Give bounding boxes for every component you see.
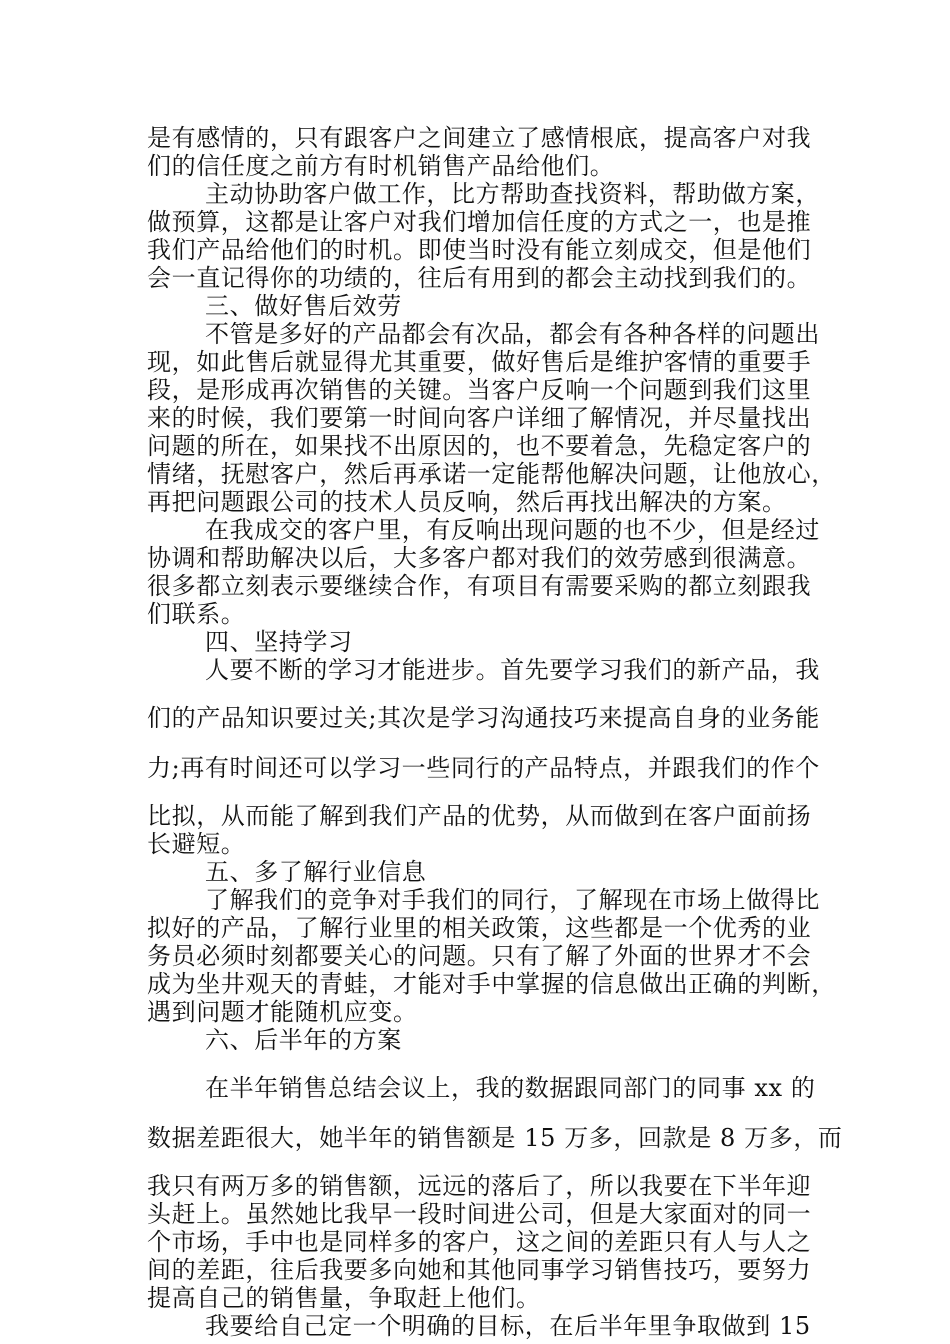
paragraph-line: 们的产品知识要过关;其次是学习沟通技巧来提高自身的业务能	[147, 704, 820, 732]
paragraph-line: 做预算，这都是让客户对我们增加信任度的方式之一，也是推	[147, 208, 812, 236]
paragraph-line: 来的时候，我们要第一时间向客户详细了解情况，并尽量找出	[147, 404, 812, 432]
paragraph-line: 提高自己的销售量，争取赶上他们。	[147, 1284, 541, 1312]
paragraph-line: 遇到问题才能随机应变。	[147, 998, 418, 1026]
paragraph-line: 很多都立刻表示要继续合作，有项目有需要采购的都立刻跟我	[147, 572, 812, 600]
paragraph-line: 头赶上。虽然她比我早一段时间进公司，但是大家面对的同一	[147, 1200, 812, 1228]
paragraph-line: 协调和帮助解决以后，大多客户都对我们的效劳感到很满意。	[147, 544, 812, 572]
paragraph-line: 数据差距很大，她半年的销售额是 15 万多，回款是 8 万多，而	[147, 1124, 843, 1152]
paragraph-line: 我只有两万多的销售额，远远的落后了，所以我要在下半年迎	[147, 1172, 812, 1200]
paragraph-line: 们的信任度之前方有时机销售产品给他们。	[147, 152, 615, 180]
section-heading: 六、后半年的方案	[205, 1026, 402, 1054]
section-heading: 五、多了解行业信息	[205, 858, 427, 886]
paragraph-line: 会一直记得你的功绩的，往后有用到的都会主动找到我们的。	[147, 264, 812, 292]
section-heading: 四、坚持学习	[205, 628, 353, 656]
paragraph-line: 问题的所在，如果找不出原因的，也不要着急，先稳定客户的	[147, 432, 812, 460]
section-heading: 三、做好售后效劳	[205, 292, 402, 320]
paragraph-line: 务员必须时刻都要关心的问题。只有了解了外面的世界才不会	[147, 942, 812, 970]
paragraph-line: 段，是形成再次销售的关键。当客户反响一个问题到我们这里	[147, 376, 812, 404]
paragraph-line: 力;再有时间还可以学习一些同行的产品特点，并跟我们的作个	[147, 754, 820, 782]
paragraph-line: 长避短。	[147, 830, 246, 858]
paragraph-line: 是有感情的，只有跟客户之间建立了感情根底，提高客户对我	[147, 124, 812, 152]
paragraph-line: 不管是多好的产品都会有次品，都会有各种各样的问题出	[205, 320, 820, 348]
paragraph-line: 人要不断的学习才能进步。首先要学习我们的新产品，我	[205, 656, 820, 684]
paragraph-line: 情绪，抚慰客户，然后再承诺一定能帮他解决问题，让他放心，	[147, 460, 836, 488]
paragraph-line: 成为坐井观天的青蛙，才能对手中掌握的信息做出正确的判断，	[147, 970, 836, 998]
paragraph-line: 比拟，从而能了解到我们产品的优势，从而做到在客户面前扬	[147, 802, 812, 830]
paragraph-line: 再把问题跟公司的技术人员反响，然后再找出解决的方案。	[147, 488, 787, 516]
paragraph-line: 们联系。	[147, 600, 246, 628]
paragraph-line: 在我成交的客户里，有反响出现问题的也不少，但是经过	[205, 516, 820, 544]
paragraph-line: 个市场，手中也是同样多的客户，这之间的差距只有人与人之	[147, 1228, 812, 1256]
paragraph-line: 我们产品给他们的时机。即使当时没有能立刻成交，但是他们	[147, 236, 812, 264]
paragraph-line: 我要给自己定一个明确的目标，在后半年里争取做到 15	[205, 1312, 811, 1340]
paragraph-line: 间的差距，往后我要多向她和其他同事学习销售技巧，要努力	[147, 1256, 812, 1284]
paragraph-line: 主动协助客户做工作，比方帮助查找资料，帮助做方案，	[205, 180, 820, 208]
paragraph-line: 了解我们的竞争对手我们的同行，了解现在市场上做得比	[205, 886, 820, 914]
paragraph-line: 拟好的产品，了解行业里的相关政策，这些都是一个优秀的业	[147, 914, 812, 942]
paragraph-line: 现，如此售后就显得尤其重要，做好售后是维护客情的重要手	[147, 348, 812, 376]
paragraph-line: 在半年销售总结会议上，我的数据跟同部门的同事 xx 的	[205, 1074, 816, 1102]
